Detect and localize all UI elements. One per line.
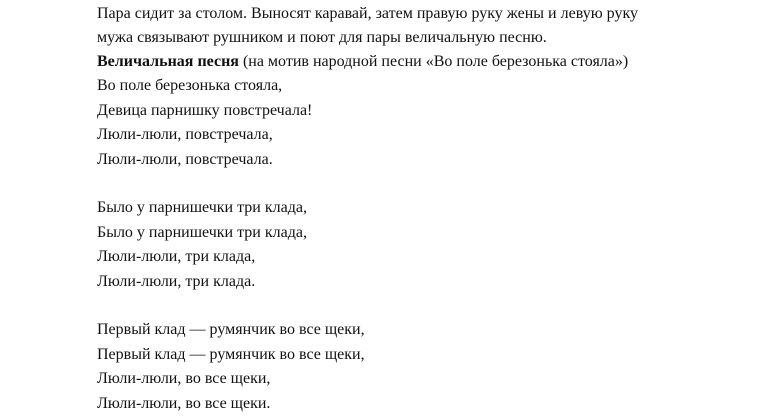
verse-line: Во поле березонька стояла, [97, 77, 283, 95]
verse-line: Люли-люли, три клада. [97, 272, 256, 290]
verse-1 [97, 74, 762, 172]
verse-line: Люли-люли, во все щеки, [97, 370, 271, 388]
stanza-break [97, 172, 762, 196]
song-subtitle: (на мотив народной песни «Во поле березонька стояла») [238, 53, 629, 70]
intro-line-2: мужа связывают рушником и поют для пары величальную песню. [97, 29, 547, 46]
stanza-break [97, 294, 762, 318]
verse-2 [97, 196, 762, 294]
song-heading [97, 50, 762, 74]
verse-line: Люли-люли, повстречала. [97, 150, 273, 168]
verse-line: Люли-люли, три клада, [97, 248, 256, 266]
document-text [97, 2, 762, 416]
verse-line: Первый клад — румянчик во все щеки, [97, 321, 365, 339]
verse-line: Люли-люли, во все щеки. [97, 394, 271, 412]
verse-line: Люли-люли, повстречала, [97, 126, 273, 144]
verse-line: Девица парнишку повстречала! [97, 101, 313, 119]
song-title: Величальная песня [97, 53, 239, 70]
verse-line: Было у парнишечки три клада, [97, 199, 307, 217]
verse-line: Было у парнишечки три клада, [97, 223, 307, 241]
verse-line: Первый клад — румянчик во все щеки, [97, 345, 365, 363]
intro-line-1: Пара сидит за столом. Выносят каравай, затем правую руку жены и левую руку [97, 5, 638, 22]
intro-paragraph [97, 2, 762, 50]
verse-3 [97, 318, 762, 416]
